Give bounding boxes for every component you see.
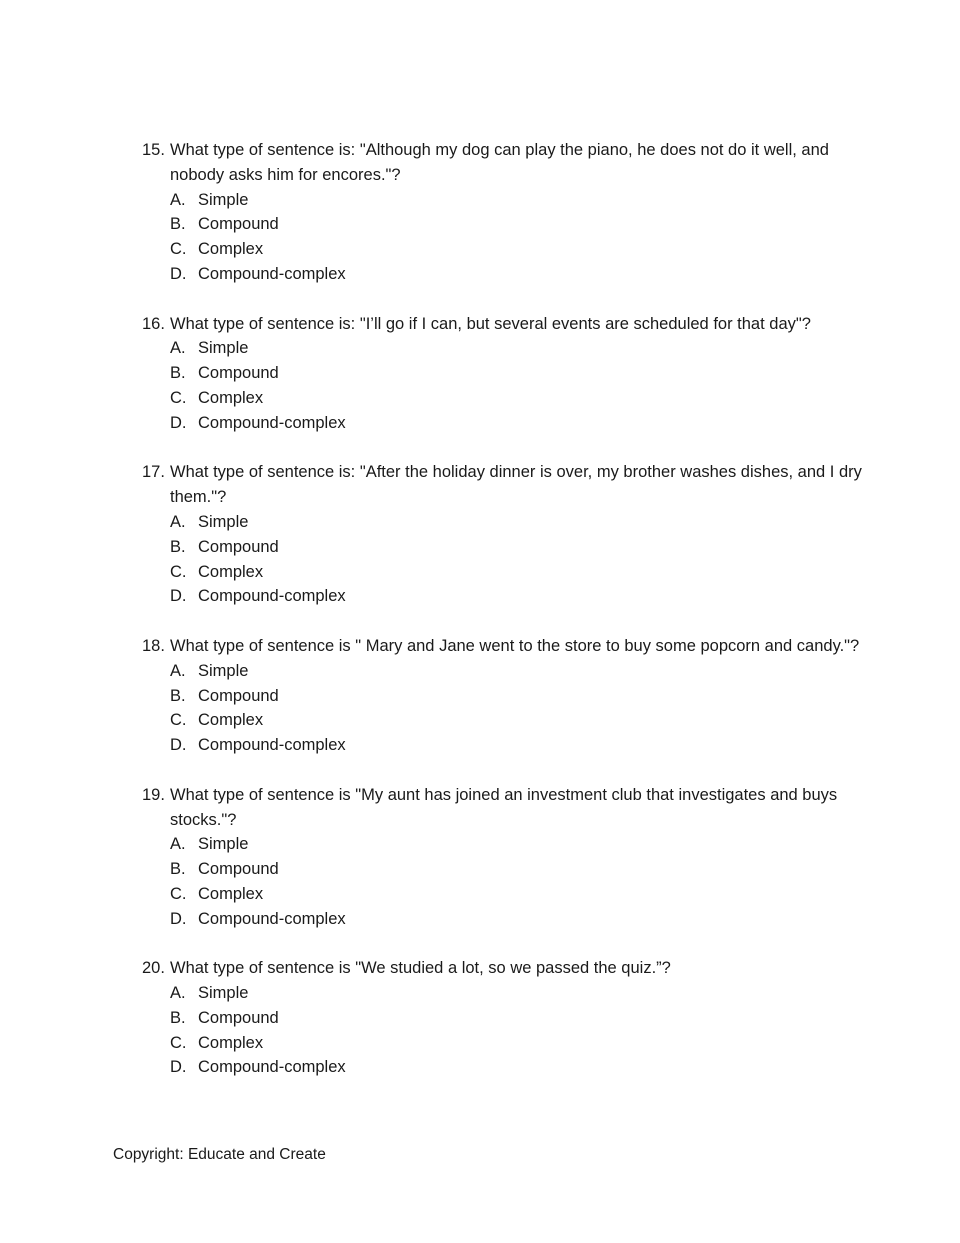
choice-label: Compound-complex [198, 736, 346, 755]
choice-letter: A. [170, 984, 186, 1003]
question-16 [142, 312, 862, 436]
choice-letter: D. [170, 264, 187, 283]
choice-label: Compound [198, 1008, 279, 1027]
choice-d [170, 907, 862, 932]
choice-letter: C. [170, 240, 187, 259]
question-number: 15. [142, 141, 165, 159]
choice-a [170, 981, 862, 1006]
choice-label: Compound-complex [198, 413, 346, 432]
choice-label: Compound [198, 215, 279, 234]
choice-a [170, 832, 862, 857]
choice-d [170, 584, 862, 609]
choice-label: Complex [198, 240, 264, 259]
choice-b [170, 361, 862, 386]
choice-letter: C. [170, 884, 187, 903]
choice-d [170, 262, 862, 287]
choice-letter: A. [170, 190, 186, 209]
choice-label: Compound [198, 860, 279, 879]
question-number: 19. [142, 785, 165, 804]
question-17 [142, 460, 862, 609]
choice-label: Complex [198, 562, 264, 581]
question-number: 18. [142, 636, 165, 655]
choice-d [170, 411, 862, 436]
choice-label: Complex [198, 711, 264, 730]
question-19 [142, 783, 862, 932]
choice-letter: B. [170, 537, 186, 556]
choice-c [170, 560, 862, 585]
choice-c [170, 708, 862, 733]
question-number: 17. [142, 463, 165, 482]
choice-label: Simple [198, 190, 249, 209]
choice-b [170, 1006, 862, 1031]
choice-label: Complex [198, 1033, 264, 1052]
choice-letter: B. [170, 860, 186, 879]
question-text: What type of sentence is "My aunt has joined an investment club that investigates and buys stocks."? [170, 785, 838, 829]
choice-label: Simple [198, 512, 249, 531]
choice-b [170, 684, 862, 709]
choice-list [170, 659, 862, 758]
choice-letter: D. [170, 413, 187, 432]
choice-a [170, 510, 862, 535]
choice-label: Complex [198, 388, 264, 407]
choice-letter: C. [170, 388, 187, 407]
choice-label: Compound-complex [198, 264, 346, 283]
choice-letter: C. [170, 1033, 187, 1052]
choice-d [170, 1055, 862, 1080]
choice-letter: D. [170, 736, 187, 755]
choice-label: Compound [198, 537, 279, 556]
choice-b [170, 535, 862, 560]
choice-list [170, 336, 862, 435]
question-text: What type of sentence is "We studied a lot, so we passed the quiz.”? [170, 959, 671, 978]
choice-c [170, 882, 862, 907]
question-text: What type of sentence is " Mary and Jane went to the store to buy some popcorn and candy."? [170, 636, 860, 655]
question-list [142, 138, 862, 1105]
choice-letter: A. [170, 339, 186, 358]
question-text: What type of sentence is: "I’ll go if I can, but several events are scheduled for that day"? [170, 314, 811, 333]
choice-label: Simple [198, 835, 249, 854]
choice-b [170, 857, 862, 882]
choice-label: Compound [198, 364, 279, 383]
choice-letter: C. [170, 562, 187, 581]
choice-label: Simple [198, 984, 249, 1003]
question-text: What type of sentence is: "After the holiday dinner is over, my brother washes dishes, and I dry them."? [170, 463, 862, 507]
choice-a [170, 336, 862, 361]
choice-letter: D. [170, 587, 187, 606]
choice-label: Simple [198, 661, 249, 680]
question-number: 20. [142, 959, 165, 978]
choice-label: Compound-complex [198, 587, 346, 606]
choice-letter: A. [170, 835, 186, 854]
choice-label: Complex [198, 884, 264, 903]
question-15 [142, 138, 862, 287]
question-text: What type of sentence is: "Although my dog can play the piano, he does not do it well, and nobody asks him for encores."? [170, 141, 829, 184]
choice-list [170, 510, 862, 609]
choice-letter: A. [170, 661, 186, 680]
choice-a [170, 188, 862, 213]
choice-a [170, 659, 862, 684]
choice-letter: B. [170, 215, 186, 234]
choice-label: Compound-complex [198, 909, 346, 928]
choice-letter: B. [170, 686, 186, 705]
choice-letter: C. [170, 711, 187, 730]
choice-list [170, 832, 862, 931]
choice-label: Simple [198, 339, 249, 358]
choice-letter: B. [170, 364, 186, 383]
choice-b [170, 212, 862, 237]
question-18 [142, 634, 862, 758]
choice-letter: D. [170, 909, 187, 928]
choice-letter: D. [170, 1058, 187, 1077]
choice-label: Compound [198, 686, 279, 705]
choice-list [170, 188, 862, 287]
choice-letter: A. [170, 512, 186, 531]
choice-c [170, 386, 862, 411]
choice-list [170, 981, 862, 1080]
choice-c [170, 237, 862, 262]
question-20 [142, 956, 862, 1080]
choice-d [170, 733, 862, 758]
choice-letter: B. [170, 1008, 186, 1027]
copyright-footer: Copyright: Educate and Create [113, 1146, 326, 1163]
question-number: 16. [142, 314, 165, 333]
choice-c [170, 1031, 862, 1056]
choice-label: Compound-complex [198, 1058, 346, 1077]
